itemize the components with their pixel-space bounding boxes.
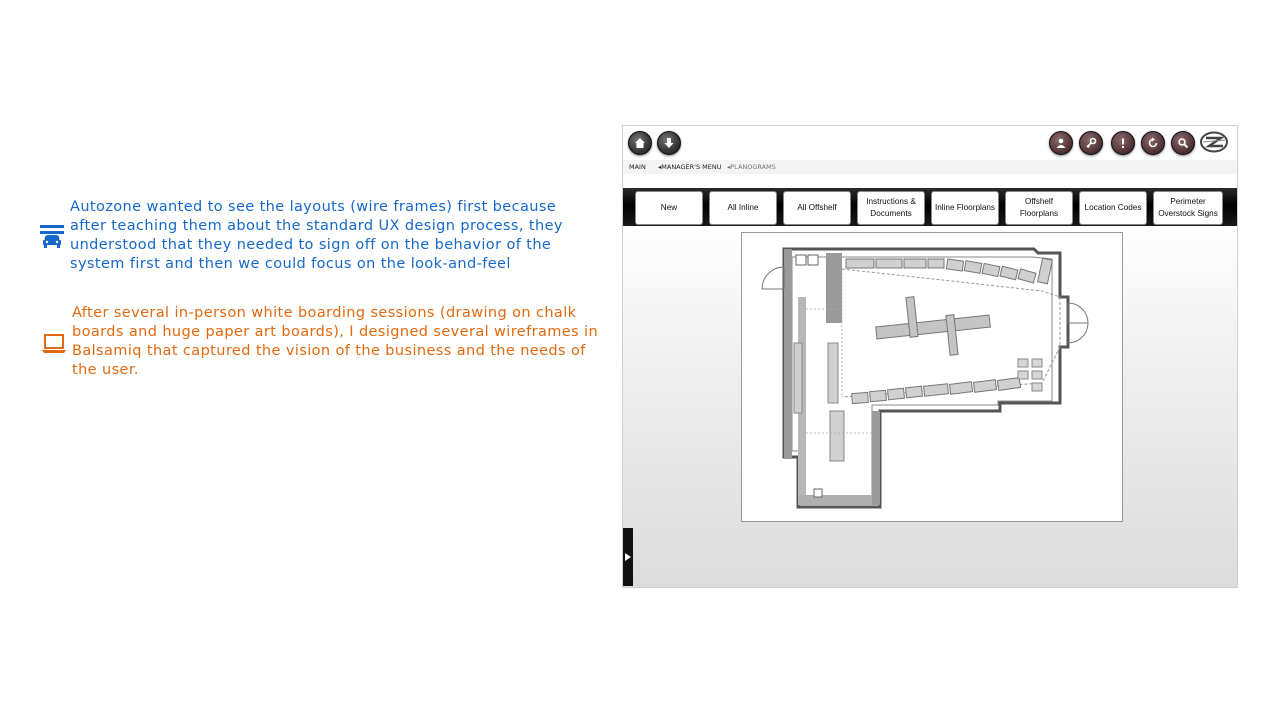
floorplan-canvas[interactable]	[741, 232, 1123, 522]
nav-button-inline-floorplans[interactable]: Inline Floorplans	[931, 191, 999, 225]
planogram-nav-bar	[623, 188, 1237, 226]
alert-icon[interactable]	[1111, 131, 1135, 155]
breadcrumb	[623, 160, 1237, 174]
toolbar	[623, 126, 1237, 160]
nav-button-all-inline[interactable]: All Inline	[709, 191, 777, 225]
breadcrumb-main[interactable]: MAIN	[629, 163, 646, 171]
nav-button-perimeter-overstock-signs[interactable]: Perimeter Overstock Signs	[1153, 191, 1223, 225]
expand-arrow-icon	[625, 553, 631, 561]
nav-button-instructions-documents[interactable]: Instructions & Documents	[857, 191, 925, 225]
nav-button-offshelf-floorplans[interactable]: Offshelf Floorplans	[1005, 191, 1073, 225]
note-whiteboarding	[40, 304, 600, 380]
user-icon[interactable]	[1049, 131, 1073, 155]
nav-button-all-offshelf[interactable]: All Offshelf	[783, 191, 851, 225]
note-wireframes-first	[38, 198, 578, 274]
store-floorplan	[742, 233, 1122, 521]
note-text: Autozone wanted to see the layouts (wire frames) first because after teaching them about the standard UX design process, they understood that they needed to sign off on the behavior of the system first and then we could focus on the look-and-feel	[70, 199, 563, 272]
home-icon[interactable]	[628, 131, 652, 155]
laptop-icon	[40, 329, 68, 357]
car-lift-icon	[38, 222, 66, 250]
download-icon[interactable]	[657, 131, 681, 155]
key-icon[interactable]	[1079, 131, 1103, 155]
breadcrumb-managers-menu[interactable]: ◂MANAGER'S MENU	[658, 163, 722, 171]
nav-button-location-codes[interactable]: Location Codes	[1079, 191, 1147, 225]
autozone-logo-icon	[1199, 131, 1229, 153]
note-text: After several in-person white boarding sessions (drawing on chalk boards and huge paper art boards), I designed several wireframes in Balsamiq that captured the vision of the business and the needs of the user.	[72, 305, 599, 378]
nav-button-new[interactable]: New	[635, 191, 703, 225]
magnifier-icon[interactable]	[1171, 131, 1195, 155]
refresh-icon[interactable]	[1141, 131, 1165, 155]
breadcrumb-planograms[interactable]: ◂PLANOGRAMS	[727, 163, 776, 171]
planogram-app-window	[622, 125, 1238, 588]
side-panel-toggle[interactable]	[623, 528, 633, 586]
